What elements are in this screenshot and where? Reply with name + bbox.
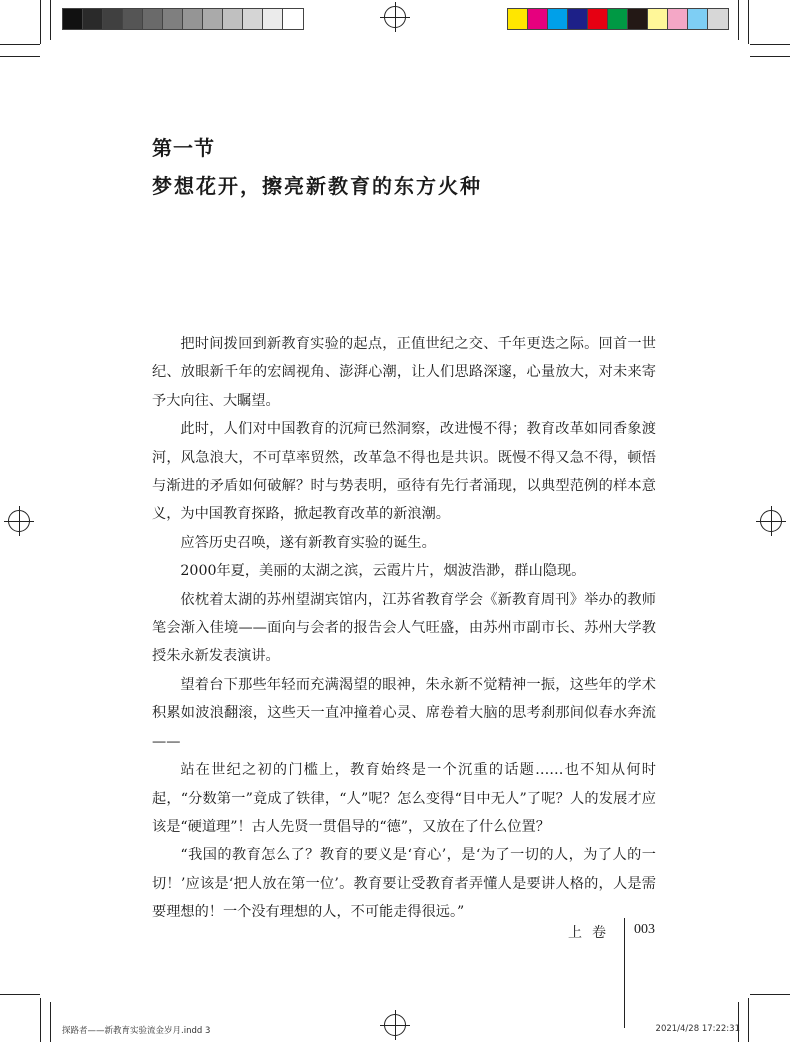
color-swatch (588, 9, 608, 29)
color-swatch (708, 9, 728, 29)
running-footer-volume: 上卷 (568, 925, 616, 941)
color-swatch (263, 9, 283, 29)
crop-mark (738, 1002, 739, 1042)
body-text (152, 330, 656, 927)
crop-mark (50, 1002, 51, 1042)
crop-mark (0, 44, 40, 45)
paragraph: 把时间拨回到新教育实验的起点，正值世纪之交、千年更迭之际。回首一世纪、放眼新千年的宏阔视角、澎湃心潮，让人们思路深邃，心量放大，对未来寄予大向往、大瞩望。 (152, 336, 656, 409)
paragraph: 站在世纪之初的门槛上，教育始终是一个沉重的话题……也不知从何时起，“分数第一”竟成了铁律，“人”呢？怎么变得“目中无人”了呢？人的发展才应该是“硬道理”！古人先贤一贯倡导的“德”，又放在了什么位置？ (152, 762, 656, 835)
color-swatch (608, 9, 628, 29)
page-number: 003 (634, 922, 655, 937)
slug-timestamp: 2021/4/28 17:22:31 (655, 1024, 740, 1034)
paragraph: 此时，人们对中国教育的沉疴已然洞察，改进慢不得；教育改革如同香象渡河，风急浪大，不可草率贸然，改革急不得也是共识。既慢不得又急不得，顿悟与渐进的矛盾如何破解？时与势表明，亟待有先行者涌现，以典型范例的样本意义，为中国教育探路，掀起教育改革的新浪潮。 (152, 421, 656, 523)
color-swatch (568, 9, 588, 29)
crop-mark (50, 0, 51, 40)
registration-mark-bottom (380, 1010, 410, 1040)
process-color-bar (507, 8, 729, 30)
crop-mark (40, 998, 41, 1042)
color-swatch (163, 9, 183, 29)
section-label: 第一节 (152, 136, 215, 160)
color-swatch (63, 9, 83, 29)
section-title: 梦想花开，擦亮新教育的东方火种 (152, 174, 482, 198)
color-swatch (203, 9, 223, 29)
paragraph: 2000年夏，美丽的太湖之滨，云霞片片，烟波浩渺，群山隐现。 (180, 563, 586, 580)
color-swatch (103, 9, 123, 29)
slug-filename: 探路者——新教育实验流金岁月.indd 3 (62, 1026, 211, 1036)
crop-mark (738, 0, 739, 40)
registration-mark-right (756, 506, 786, 536)
registration-mark-top (380, 2, 410, 32)
footer-divider (624, 918, 625, 1028)
paragraph: “我国的教育怎么了？教育的要义是‘育心’，是‘为了一切的人，为了人的一切！’应该是‘把人放在第一位’。教育要让受教育者弄懂人是要讲人格的，人是需要理想的！一个没有理想的人，不可能走得很远。” (152, 847, 656, 921)
color-swatch (628, 9, 648, 29)
crop-mark (0, 994, 40, 995)
crop-mark (748, 998, 749, 1042)
color-swatch (548, 9, 568, 29)
crop-mark (0, 56, 40, 57)
paragraph: 望着台下那些年轻而充满渴望的眼神，朱永新不觉精神一振，这些年的学术积累如波浪翻滚，这些天一直冲撞着心灵、席卷着大脑的思考刹那间似春水奔流—— (152, 676, 656, 750)
color-swatch (508, 9, 528, 29)
color-swatch (528, 9, 548, 29)
crop-mark (750, 56, 790, 57)
color-swatch (283, 9, 303, 29)
color-swatch (688, 9, 708, 29)
color-swatch (668, 9, 688, 29)
crop-mark (750, 44, 790, 45)
color-swatch (123, 9, 143, 29)
crop-mark (750, 994, 790, 995)
crop-mark (40, 0, 41, 44)
color-swatch (648, 9, 668, 29)
paragraph: 依枕着太湖的苏州望湖宾馆内，江苏省教育学会《新教育周刊》举办的教师笔会渐入佳境——面向与会者的报告会人气旺盛，由苏州市副市长、苏州大学教授朱永新发表演讲。 (152, 591, 656, 665)
color-swatch (183, 9, 203, 29)
paragraph: 应答历史召唤，遂有新教育实验的诞生。 (180, 534, 436, 551)
grayscale-color-bar (62, 8, 304, 30)
crop-mark (748, 0, 749, 44)
registration-mark-left (4, 506, 34, 536)
color-swatch (223, 9, 243, 29)
color-swatch (143, 9, 163, 29)
color-swatch (83, 9, 103, 29)
color-swatch (243, 9, 263, 29)
